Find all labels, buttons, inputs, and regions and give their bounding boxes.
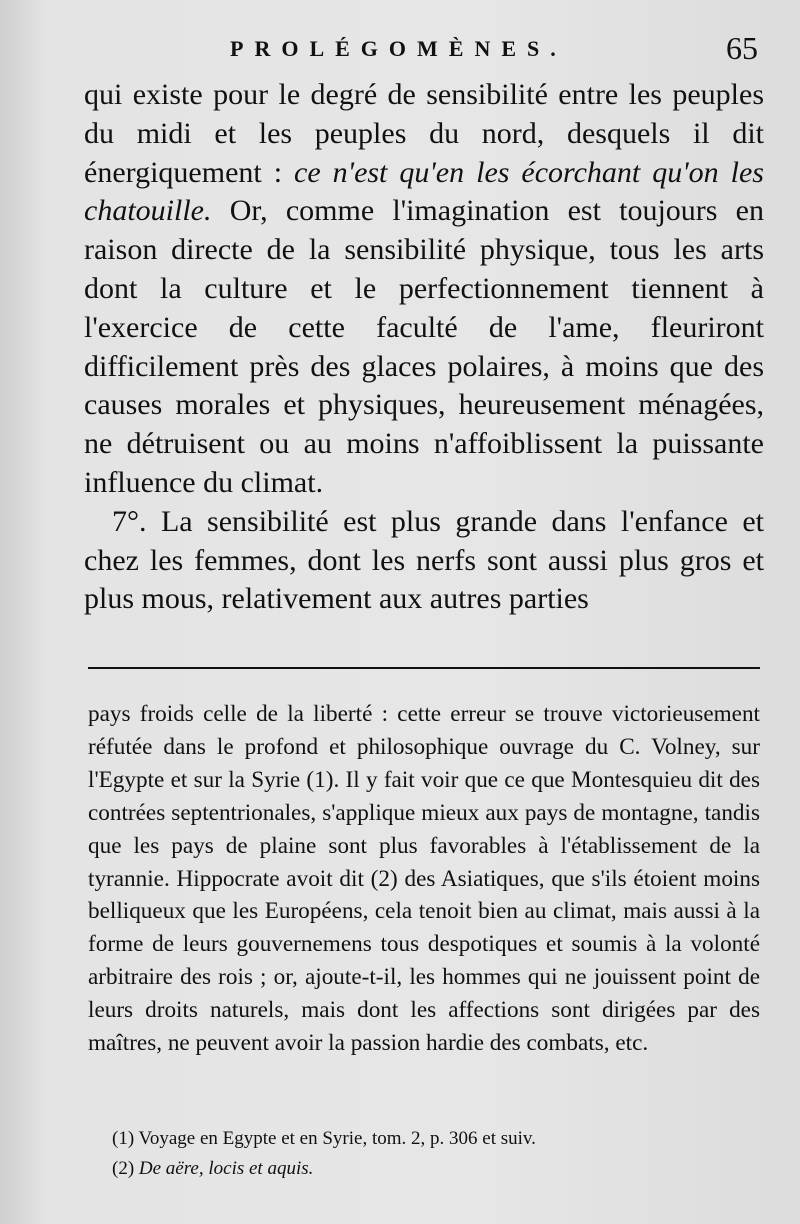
paragraph-1-start: qui existe pour le degré de sensibilité entre les peuples du midi et les peuples du nord, desquels il dit énergiquement : [84, 78, 764, 189]
note-paragraph: pays froids celle de la liberté : cette erreur se trouve victorieusement réfutée dans le profond et philosophique ouvrage du C. Volney, sur l'Egypte et sur la Syrie (1). Il y fait voir que ce que Montesquieu dit des contrées septentrionales, s'applique mieux aux pays de montagne, tandis que les pays de plaine sont plus favorables à l'établissement de la tyrannie. Hippocrate avoit dit (2) des Asiatiques, que s'ils étoient moins belliqueux que les Européens, cela tenoit bien au climat, mais aussi à la forme de leurs gouvernemens tous despotiques et soumis à la volonté arbitraire des rois ; or, ajoute-t-il, les hommes qui ne jouissent point de leurs droits naturels, mais dont les affections sont dirigées par des maîtres, ne peuvent avoir la passion hardie des combats, etc. [88, 701, 760, 1057]
footnotes [112, 1124, 752, 1184]
main-text [84, 76, 764, 619]
paragraph-1 [84, 76, 764, 503]
paragraph-1-end: Or, comme l'imagination est toujours en raison directe de la sensibilité physique, tous les arts dont la culture et le perfectionnement tiennent à l'exercice de cette faculté de l'ame, fleuriront difficilement près des glaces polaires, à moins que des causes morales et physiques, heureusement ménagées, ne détruisent ou au moins n'affoiblissent la puissante influence du climat. [84, 194, 764, 499]
footnote-2 [112, 1154, 752, 1184]
footnote-1: (1) Voyage en Egypte et en Syrie, tom. 2, p. 306 et suiv. [112, 1128, 536, 1149]
footnote-2-marker: (2) [112, 1158, 139, 1179]
page-number: 65 [726, 30, 758, 66]
note-text [88, 698, 760, 1060]
footnote-rule [88, 667, 760, 669]
page-header [0, 30, 800, 70]
paragraph-2: 7°. La sensibilité est plus grande dans l'enfance et chez les femmes, dont les nerfs sont aussi plus gros et plus mous, relativement aux autres parties [84, 504, 764, 616]
footnote-2-title: De aëre, locis et aquis. [138, 1158, 314, 1179]
running-head: PROLÉGOMÈNES. [230, 36, 567, 61]
quotation: ce n'est qu'en les écorchant qu'on les chatouille. [84, 155, 764, 228]
